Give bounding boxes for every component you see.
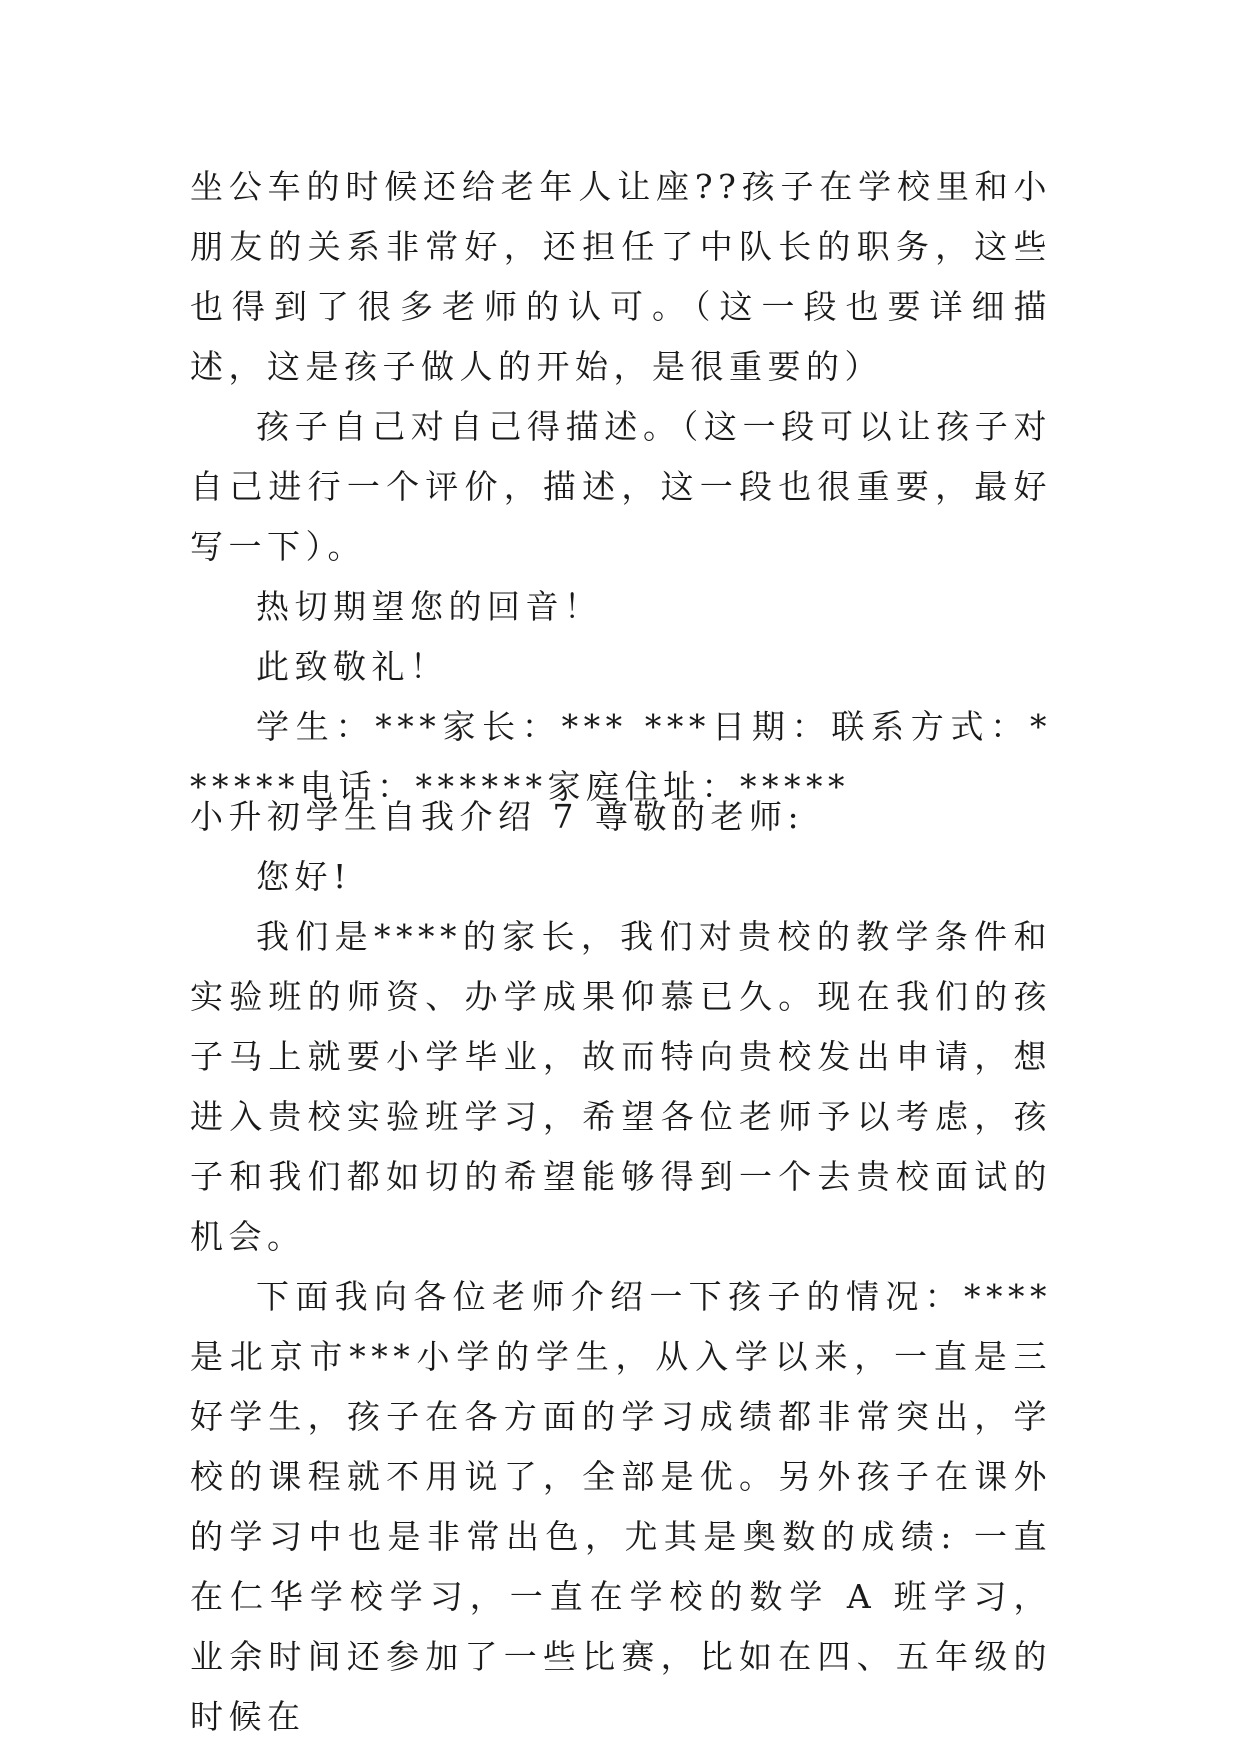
paragraph-contact-info: 学生：***家长：*** ***日期：联系方式：******电话：******家庭住址：*****: [190, 707, 1052, 806]
paragraph-application: 我们是****的家长，我们对贵校的教学条件和实验班的师资、办学成果仰慕已久。现在我们的孩子马上就要小学毕业，故而特向贵校发出申请，想进入贵校实验班学习，希望各位老师予以考虑，孩子和我们都如切的希望能够得到一个去贵校面试的机会。: [190, 917, 1052, 1256]
paragraph-closing-hope: 热切期望您的回音！: [256, 587, 603, 626]
paragraph-salutation: 此致敬礼！: [256, 647, 449, 686]
paragraph-relationships: 坐公车的时候还给老年人让座??孩子在学校里和小朋友的关系非常好，还担任了中队长的职务，这些也得到了很多老师的认可。（这一段也要详细描述，这是孩子做人的开始，是很重要的）: [190, 167, 1052, 386]
letter-section-2: [190, 787, 1052, 1747]
paragraph-child-introduction: 下面我向各位老师介绍一下孩子的情况：****是北京市***小学的学生，从入学以来，一直是三好学生，孩子在各方面的学习成绩都非常突出，学校的课程就不用说了，全部是优。另外孩子在课外的学习中也是非常出色，尤其是奥数的成绩: 一直在仁华学校学习，一直在学校的数学 A 班学习，业余时间还参加了一些比赛，比如在四、五年级的时候在: [190, 1277, 1052, 1736]
section-heading: 小升初学生自我介绍 7 尊敬的老师:: [190, 797, 805, 836]
paragraph-greeting: 您好!: [256, 857, 352, 896]
letter-section-1: [190, 157, 1052, 817]
paragraph-self-description: 孩子自己对自己得描述。（这一段可以让孩子对自己进行一个评价，描述，这一段也很重要，最好写一下）。: [190, 407, 1052, 566]
